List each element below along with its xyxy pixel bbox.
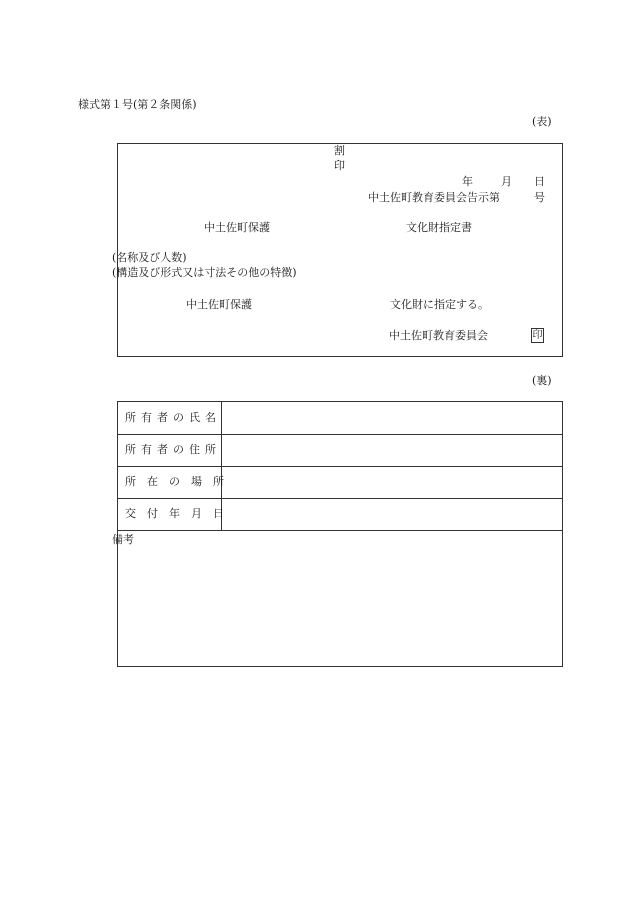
tally-seal-char-1: 割 bbox=[334, 144, 345, 157]
document-title-left: 中土佐町保護 bbox=[204, 221, 270, 234]
owner-address-label: 所有者の住所 bbox=[125, 443, 221, 456]
row-divider bbox=[118, 498, 562, 499]
remarks-label: 備考 bbox=[112, 533, 134, 546]
date-year-label: 年 bbox=[462, 175, 473, 188]
date-month-label: 月 bbox=[501, 175, 512, 188]
form-number: 様式第１号(第２条関係) bbox=[78, 98, 197, 111]
designation-left: 中土佐町保護 bbox=[186, 298, 252, 311]
notice-number-label: 中土佐町教育委員会告示第 bbox=[368, 191, 500, 204]
row-divider bbox=[118, 434, 562, 435]
document-title-right: 文化財指定書 bbox=[406, 221, 472, 234]
official-seal-mark: 印 bbox=[532, 330, 543, 341]
owner-name-label: 所有者の氏名 bbox=[125, 411, 221, 424]
designation-statement: 文化財に指定する。 bbox=[390, 298, 489, 311]
row-divider bbox=[118, 466, 562, 467]
notice-number-suffix: 号 bbox=[534, 191, 545, 204]
certificate-front bbox=[112, 143, 563, 357]
issuer-name: 中土佐町教育委員会 bbox=[389, 329, 488, 342]
issue-date-label: 交付年月日 bbox=[125, 507, 235, 520]
row-divider bbox=[118, 530, 562, 531]
structure-label: (構造及び形式又は寸法その他の特徴) bbox=[112, 266, 297, 279]
tally-seal-char-2: 印 bbox=[334, 159, 345, 172]
back-side-label: (裏) bbox=[532, 374, 552, 387]
certificate-back-table bbox=[112, 401, 563, 667]
front-side-label: (表) bbox=[532, 115, 552, 128]
name-count-label: (名称及び人数) bbox=[112, 251, 187, 264]
date-day-label: 日 bbox=[534, 175, 545, 188]
location-label: 所在の場所 bbox=[125, 475, 235, 488]
